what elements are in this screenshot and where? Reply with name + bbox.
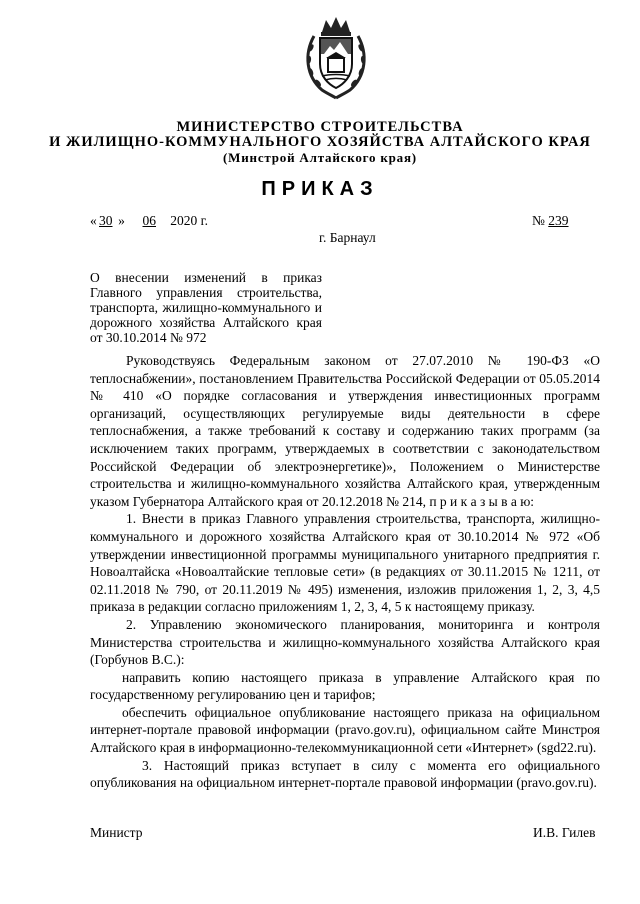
order-subject: О внесении изменений в приказ Главного управления строительства, транспорта, жилищно-коммунального и дорожного хозяйства Алтайского края от 30.10.2014 № 972 [90,270,322,345]
item-2a-paragraph: направить копию настоящего приказа в управление Алтайского края по государственному регулированию цен и тарифов; [90,669,600,703]
order-number-value: 239 [548,213,569,228]
item-1-paragraph: 1. Внести в приказ Главного управления строительства, транспорта, жилищно-коммунального и дорожного хозяйства Алтайского края от 30.10.2014 № 972 «Об утверждении инвестиционной программы муниципального унитарного предприятия г. Новоалтайска «Новоалтайские тепловые сети» (в редакциях от 30.11.2015 № 1211, от 02.11.2018 № 790, от 20.11.2019 № 495) изменения, изложив приложения 1, 2, 3, 4,5 приказа в редакции согласно приложениям 1, 2, 3, 4, 5 к настоящему приказу. [90,511,600,615]
order-day: 30 [99,213,113,228]
order-month: 06 [142,213,156,228]
order-date: « 30 » 06 2020 г. [90,213,209,228]
signature-name: И.В. Гилев [533,825,596,840]
order-title: ПРИКАЗ [261,178,379,200]
order-year: 2020 г. [170,213,209,228]
ministry-short-name: (Минстрой Алтайского края) [223,150,417,165]
signature-position: Министр [90,825,143,840]
order-city: г. Барнаул [319,230,376,245]
preamble-paragraph: Руководствуясь Федеральным законом от 27.07.2010 № 190-ФЗ «О теплоснабжении», постановлением Правительства Российской Федерации от 05.05.2014 № 410 «О порядке согласования и утверждения инвестиционных программ организаций, осуществляющих регулируемые виды деятельности в сфере теплоснабжения, а также требований к составу и содержанию таких программ (за исключением таких программ, утверждаемых в соответствии с законодательством Российской Федерации об электроэнергетике)», Положением о Министерстве строительства и жилищно-коммунального хозяйства Алтайского края, утвержденным указом Губернатора Алтайского края от 20.12.2018 № 214, п р и к а з ы в а ю: [90,353,600,509]
item-2-paragraph: 2. Управлению экономического планирования, мониторинга и контроля Министерства строительства и жилищно-коммунального хозяйства Алтайского края (Горбунов В.С.): [90,616,600,668]
ministry-name-line2: И ЖИЛИЩНО-КОММУНАЛЬНОГО ХОЗЯЙСТВА АЛТАЙСКОГО КРАЯ [49,134,591,150]
item-2b-paragraph: обеспечить официальное опубликование настоящего приказа на официальном интернет-портале правовой информации (pravo.gov.ru), официальном сайте Минстроя Алтайского края в информационно-телекоммуникационной сети «Интернет» (sgd22.ru). [90,704,600,756]
order-body [90,352,600,792]
order-number: № 239 [532,213,569,228]
coat-of-arms-icon [300,14,372,100]
ministry-name-line1: МИНИСТЕРСТВО СТРОИТЕЛЬСТВА [176,119,464,135]
item-3-paragraph: 3. Настоящий приказ вступает в силу с момента его официального опубликования на официальном интернет-портале правовой информации (pravo.gov.ru). [90,757,600,791]
